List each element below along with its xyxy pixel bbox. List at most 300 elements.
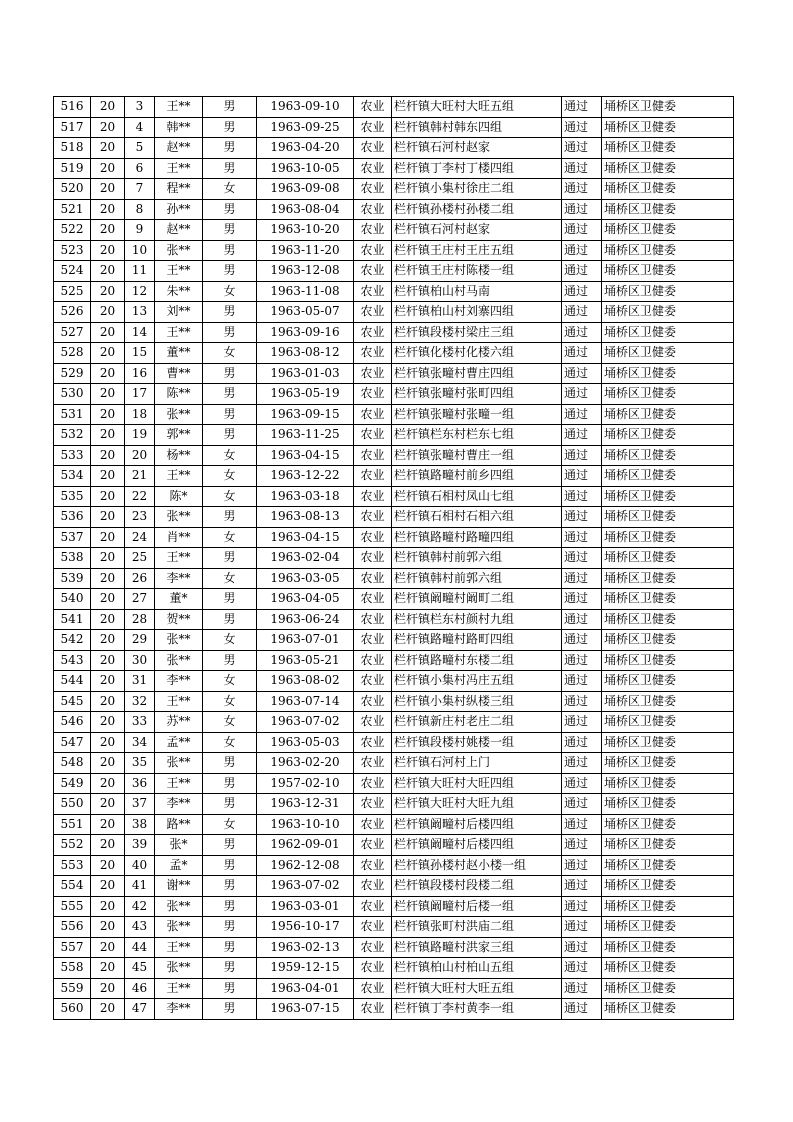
agency-cell: 埇桥区卫健委 xyxy=(602,179,734,200)
address-cell: 栏杆镇张町村洪庙二组 xyxy=(392,917,562,938)
agency-cell: 埇桥区卫健委 xyxy=(602,363,734,384)
gender-cell: 男 xyxy=(203,261,257,282)
occupation-cell: 农业 xyxy=(354,158,392,179)
birth-date-cell: 1963-09-15 xyxy=(257,404,354,425)
name-cell: 王** xyxy=(155,158,203,179)
seq-number-cell: 45 xyxy=(125,958,155,979)
seq-number-cell: 32 xyxy=(125,691,155,712)
table-row xyxy=(54,999,734,1020)
table-row xyxy=(54,117,734,138)
address-cell: 栏杆镇大旺村大旺九组 xyxy=(392,794,562,815)
address-cell: 栏杆镇柏山村马南 xyxy=(392,281,562,302)
review-status-cell: 通过 xyxy=(562,589,602,610)
batch-number-cell: 20 xyxy=(91,240,125,261)
table-row xyxy=(54,302,734,323)
agency-cell: 埇桥区卫健委 xyxy=(602,896,734,917)
seq-number-cell: 28 xyxy=(125,609,155,630)
name-cell: 贺** xyxy=(155,609,203,630)
agency-cell: 埇桥区卫健委 xyxy=(602,117,734,138)
birth-date-cell: 1963-07-01 xyxy=(257,630,354,651)
name-cell: 路** xyxy=(155,814,203,835)
agency-cell: 埇桥区卫健委 xyxy=(602,322,734,343)
agency-cell: 埇桥区卫健委 xyxy=(602,527,734,548)
review-status-cell: 通过 xyxy=(562,691,602,712)
address-cell: 栏杆镇大旺村大旺五组 xyxy=(392,978,562,999)
address-cell: 栏杆镇阚疃村后楼四组 xyxy=(392,814,562,835)
table-row xyxy=(54,896,734,917)
gender-cell: 男 xyxy=(203,507,257,528)
name-cell: 李** xyxy=(155,794,203,815)
seq-number-cell: 13 xyxy=(125,302,155,323)
birth-date-cell: 1963-08-13 xyxy=(257,507,354,528)
row-number-cell: 556 xyxy=(54,917,91,938)
address-cell: 栏杆镇孙楼村赵小楼一组 xyxy=(392,855,562,876)
occupation-cell: 农业 xyxy=(354,466,392,487)
birth-date-cell: 1963-07-14 xyxy=(257,691,354,712)
table-row xyxy=(54,281,734,302)
birth-date-cell: 1963-10-05 xyxy=(257,158,354,179)
occupation-cell: 农业 xyxy=(354,958,392,979)
table-row xyxy=(54,527,734,548)
gender-cell: 男 xyxy=(203,855,257,876)
gender-cell: 男 xyxy=(203,97,257,118)
row-number-cell: 559 xyxy=(54,978,91,999)
birth-date-cell: 1963-09-25 xyxy=(257,117,354,138)
name-cell: 孟* xyxy=(155,855,203,876)
address-cell: 栏杆镇丁李村黄李一组 xyxy=(392,999,562,1020)
batch-number-cell: 20 xyxy=(91,691,125,712)
occupation-cell: 农业 xyxy=(354,261,392,282)
agency-cell: 埇桥区卫健委 xyxy=(602,855,734,876)
occupation-cell: 农业 xyxy=(354,199,392,220)
occupation-cell: 农业 xyxy=(354,917,392,938)
birth-date-cell: 1963-09-08 xyxy=(257,179,354,200)
row-number-cell: 541 xyxy=(54,609,91,630)
agency-cell: 埇桥区卫健委 xyxy=(602,609,734,630)
birth-date-cell: 1963-06-24 xyxy=(257,609,354,630)
seq-number-cell: 23 xyxy=(125,507,155,528)
address-cell: 栏杆镇张疃村张疃一组 xyxy=(392,404,562,425)
row-number-cell: 533 xyxy=(54,445,91,466)
review-status-cell: 通过 xyxy=(562,999,602,1020)
address-cell: 栏杆镇新庄村老庄二组 xyxy=(392,712,562,733)
gender-cell: 男 xyxy=(203,835,257,856)
occupation-cell: 农业 xyxy=(354,568,392,589)
review-status-cell: 通过 xyxy=(562,917,602,938)
batch-number-cell: 20 xyxy=(91,507,125,528)
address-cell: 栏杆镇大旺村大旺五组 xyxy=(392,97,562,118)
table-row xyxy=(54,568,734,589)
review-status-cell: 通过 xyxy=(562,363,602,384)
agency-cell: 埇桥区卫健委 xyxy=(602,650,734,671)
review-status-cell: 通过 xyxy=(562,527,602,548)
address-cell: 栏杆镇张疃村曹庄一组 xyxy=(392,445,562,466)
review-status-cell: 通过 xyxy=(562,158,602,179)
review-status-cell: 通过 xyxy=(562,507,602,528)
birth-date-cell: 1962-12-08 xyxy=(257,855,354,876)
occupation-cell: 农业 xyxy=(354,302,392,323)
seq-number-cell: 38 xyxy=(125,814,155,835)
batch-number-cell: 20 xyxy=(91,343,125,364)
address-cell: 栏杆镇韩村韩东四组 xyxy=(392,117,562,138)
address-cell: 栏杆镇丁李村丁楼四组 xyxy=(392,158,562,179)
table-row xyxy=(54,589,734,610)
occupation-cell: 农业 xyxy=(354,773,392,794)
address-cell: 栏杆镇王庄村王庄五组 xyxy=(392,240,562,261)
seq-number-cell: 44 xyxy=(125,937,155,958)
birth-date-cell: 1963-10-10 xyxy=(257,814,354,835)
table-row xyxy=(54,753,734,774)
agency-cell: 埇桥区卫健委 xyxy=(602,630,734,651)
seq-number-cell: 21 xyxy=(125,466,155,487)
address-cell: 栏杆镇小集村纵楼三组 xyxy=(392,691,562,712)
address-cell: 栏杆镇石河村上门 xyxy=(392,753,562,774)
row-number-cell: 517 xyxy=(54,117,91,138)
table-row xyxy=(54,322,734,343)
batch-number-cell: 20 xyxy=(91,671,125,692)
birth-date-cell: 1956-10-17 xyxy=(257,917,354,938)
gender-cell: 女 xyxy=(203,712,257,733)
review-status-cell: 通过 xyxy=(562,568,602,589)
review-status-cell: 通过 xyxy=(562,343,602,364)
address-cell: 栏杆镇石河村赵家 xyxy=(392,138,562,159)
row-number-cell: 547 xyxy=(54,732,91,753)
name-cell: 王** xyxy=(155,97,203,118)
batch-number-cell: 20 xyxy=(91,917,125,938)
seq-number-cell: 5 xyxy=(125,138,155,159)
gender-cell: 男 xyxy=(203,384,257,405)
name-cell: 王** xyxy=(155,548,203,569)
agency-cell: 埇桥区卫健委 xyxy=(602,568,734,589)
seq-number-cell: 7 xyxy=(125,179,155,200)
review-status-cell: 通过 xyxy=(562,240,602,261)
birth-date-cell: 1963-08-04 xyxy=(257,199,354,220)
birth-date-cell: 1963-02-04 xyxy=(257,548,354,569)
birth-date-cell: 1963-07-02 xyxy=(257,712,354,733)
review-status-cell: 通过 xyxy=(562,896,602,917)
batch-number-cell: 20 xyxy=(91,281,125,302)
agency-cell: 埇桥区卫健委 xyxy=(602,97,734,118)
row-number-cell: 525 xyxy=(54,281,91,302)
review-status-cell: 通过 xyxy=(562,548,602,569)
batch-number-cell: 20 xyxy=(91,712,125,733)
birth-date-cell: 1963-11-08 xyxy=(257,281,354,302)
gender-cell: 女 xyxy=(203,281,257,302)
row-number-cell: 530 xyxy=(54,384,91,405)
agency-cell: 埇桥区卫健委 xyxy=(602,486,734,507)
birth-date-cell: 1962-09-01 xyxy=(257,835,354,856)
gender-cell: 男 xyxy=(203,548,257,569)
occupation-cell: 农业 xyxy=(354,322,392,343)
batch-number-cell: 20 xyxy=(91,322,125,343)
table-row xyxy=(54,671,734,692)
agency-cell: 埇桥区卫健委 xyxy=(602,199,734,220)
batch-number-cell: 20 xyxy=(91,568,125,589)
table-row xyxy=(54,855,734,876)
name-cell: 陈** xyxy=(155,384,203,405)
review-status-cell: 通过 xyxy=(562,876,602,897)
review-status-cell: 通过 xyxy=(562,855,602,876)
seq-number-cell: 19 xyxy=(125,425,155,446)
agency-cell: 埇桥区卫健委 xyxy=(602,384,734,405)
address-cell: 栏杆镇柏山村柏山五组 xyxy=(392,958,562,979)
seq-number-cell: 12 xyxy=(125,281,155,302)
table-row xyxy=(54,179,734,200)
batch-number-cell: 20 xyxy=(91,609,125,630)
review-status-cell: 通过 xyxy=(562,630,602,651)
name-cell: 谢** xyxy=(155,876,203,897)
birth-date-cell: 1963-04-15 xyxy=(257,527,354,548)
seq-number-cell: 30 xyxy=(125,650,155,671)
address-cell: 栏杆镇孙楼村孙楼二组 xyxy=(392,199,562,220)
row-number-cell: 560 xyxy=(54,999,91,1020)
row-number-cell: 519 xyxy=(54,158,91,179)
row-number-cell: 557 xyxy=(54,937,91,958)
review-status-cell: 通过 xyxy=(562,199,602,220)
occupation-cell: 农业 xyxy=(354,220,392,241)
review-status-cell: 通过 xyxy=(562,138,602,159)
occupation-cell: 农业 xyxy=(354,814,392,835)
occupation-cell: 农业 xyxy=(354,691,392,712)
occupation-cell: 农业 xyxy=(354,855,392,876)
review-status-cell: 通过 xyxy=(562,835,602,856)
row-number-cell: 545 xyxy=(54,691,91,712)
row-number-cell: 536 xyxy=(54,507,91,528)
review-status-cell: 通过 xyxy=(562,302,602,323)
address-cell: 栏杆镇石相村石相六组 xyxy=(392,507,562,528)
gender-cell: 男 xyxy=(203,404,257,425)
name-cell: 张** xyxy=(155,958,203,979)
table-row xyxy=(54,158,734,179)
row-number-cell: 552 xyxy=(54,835,91,856)
birth-date-cell: 1963-07-02 xyxy=(257,876,354,897)
agency-cell: 埇桥区卫健委 xyxy=(602,814,734,835)
seq-number-cell: 20 xyxy=(125,445,155,466)
name-cell: 张** xyxy=(155,896,203,917)
address-cell: 栏杆镇王庄村陈楼一组 xyxy=(392,261,562,282)
seq-number-cell: 36 xyxy=(125,773,155,794)
occupation-cell: 农业 xyxy=(354,445,392,466)
agency-cell: 埇桥区卫健委 xyxy=(602,712,734,733)
batch-number-cell: 20 xyxy=(91,548,125,569)
gender-cell: 男 xyxy=(203,999,257,1020)
agency-cell: 埇桥区卫健委 xyxy=(602,425,734,446)
gender-cell: 男 xyxy=(203,978,257,999)
review-status-cell: 通过 xyxy=(562,117,602,138)
batch-number-cell: 20 xyxy=(91,855,125,876)
name-cell: 孟** xyxy=(155,732,203,753)
batch-number-cell: 20 xyxy=(91,261,125,282)
batch-number-cell: 20 xyxy=(91,138,125,159)
review-status-cell: 通过 xyxy=(562,384,602,405)
table-row xyxy=(54,712,734,733)
row-number-cell: 546 xyxy=(54,712,91,733)
batch-number-cell: 20 xyxy=(91,630,125,651)
table-row xyxy=(54,978,734,999)
occupation-cell: 农业 xyxy=(354,117,392,138)
row-number-cell: 554 xyxy=(54,876,91,897)
row-number-cell: 516 xyxy=(54,97,91,118)
row-number-cell: 555 xyxy=(54,896,91,917)
review-status-cell: 通过 xyxy=(562,753,602,774)
gender-cell: 女 xyxy=(203,486,257,507)
row-number-cell: 543 xyxy=(54,650,91,671)
row-number-cell: 531 xyxy=(54,404,91,425)
occupation-cell: 农业 xyxy=(354,548,392,569)
batch-number-cell: 20 xyxy=(91,937,125,958)
gender-cell: 男 xyxy=(203,589,257,610)
gender-cell: 男 xyxy=(203,199,257,220)
address-cell: 栏杆镇石河村赵家 xyxy=(392,220,562,241)
gender-cell: 男 xyxy=(203,425,257,446)
gender-cell: 女 xyxy=(203,671,257,692)
batch-number-cell: 20 xyxy=(91,117,125,138)
table-row xyxy=(54,343,734,364)
seq-number-cell: 9 xyxy=(125,220,155,241)
address-cell: 栏杆镇路疃村前乡四组 xyxy=(392,466,562,487)
seq-number-cell: 37 xyxy=(125,794,155,815)
row-number-cell: 522 xyxy=(54,220,91,241)
agency-cell: 埇桥区卫健委 xyxy=(602,302,734,323)
occupation-cell: 农业 xyxy=(354,507,392,528)
name-cell: 王** xyxy=(155,773,203,794)
name-cell: 王** xyxy=(155,691,203,712)
gender-cell: 男 xyxy=(203,650,257,671)
birth-date-cell: 1963-03-18 xyxy=(257,486,354,507)
name-cell: 董* xyxy=(155,589,203,610)
name-cell: 陈* xyxy=(155,486,203,507)
name-cell: 刘** xyxy=(155,302,203,323)
occupation-cell: 农业 xyxy=(354,589,392,610)
review-status-cell: 通过 xyxy=(562,322,602,343)
batch-number-cell: 20 xyxy=(91,97,125,118)
agency-cell: 埇桥区卫健委 xyxy=(602,691,734,712)
address-cell: 栏杆镇栏东村颜村九组 xyxy=(392,609,562,630)
review-status-cell: 通过 xyxy=(562,281,602,302)
row-number-cell: 526 xyxy=(54,302,91,323)
seq-number-cell: 34 xyxy=(125,732,155,753)
review-status-cell: 通过 xyxy=(562,220,602,241)
occupation-cell: 农业 xyxy=(354,630,392,651)
batch-number-cell: 20 xyxy=(91,466,125,487)
address-cell: 栏杆镇韩村前郭六组 xyxy=(392,568,562,589)
batch-number-cell: 20 xyxy=(91,896,125,917)
occupation-cell: 农业 xyxy=(354,179,392,200)
seq-number-cell: 42 xyxy=(125,896,155,917)
gender-cell: 男 xyxy=(203,794,257,815)
address-cell: 栏杆镇路疃村洪家三组 xyxy=(392,937,562,958)
name-cell: 苏** xyxy=(155,712,203,733)
review-status-cell: 通过 xyxy=(562,814,602,835)
occupation-cell: 农业 xyxy=(354,876,392,897)
review-status-cell: 通过 xyxy=(562,650,602,671)
seq-number-cell: 47 xyxy=(125,999,155,1020)
seq-number-cell: 41 xyxy=(125,876,155,897)
occupation-cell: 农业 xyxy=(354,999,392,1020)
address-cell: 栏杆镇大旺村大旺四组 xyxy=(392,773,562,794)
table-row xyxy=(54,261,734,282)
review-status-cell: 通过 xyxy=(562,445,602,466)
occupation-cell: 农业 xyxy=(354,363,392,384)
batch-number-cell: 20 xyxy=(91,794,125,815)
birth-date-cell: 1963-01-03 xyxy=(257,363,354,384)
agency-cell: 埇桥区卫健委 xyxy=(602,589,734,610)
occupation-cell: 农业 xyxy=(354,404,392,425)
agency-cell: 埇桥区卫健委 xyxy=(602,835,734,856)
birth-date-cell: 1963-05-03 xyxy=(257,732,354,753)
table-row xyxy=(54,199,734,220)
birth-date-cell: 1963-04-05 xyxy=(257,589,354,610)
occupation-cell: 农业 xyxy=(354,240,392,261)
seq-number-cell: 15 xyxy=(125,343,155,364)
address-cell: 栏杆镇张疃村曹庄四组 xyxy=(392,363,562,384)
address-cell: 栏杆镇阚疃村阚町二组 xyxy=(392,589,562,610)
batch-number-cell: 20 xyxy=(91,650,125,671)
occupation-cell: 农业 xyxy=(354,732,392,753)
gender-cell: 女 xyxy=(203,732,257,753)
address-cell: 栏杆镇化楼村化楼六组 xyxy=(392,343,562,364)
seq-number-cell: 39 xyxy=(125,835,155,856)
birth-date-cell: 1963-11-25 xyxy=(257,425,354,446)
batch-number-cell: 20 xyxy=(91,404,125,425)
seq-number-cell: 43 xyxy=(125,917,155,938)
row-number-cell: 551 xyxy=(54,814,91,835)
review-status-cell: 通过 xyxy=(562,486,602,507)
review-status-cell: 通过 xyxy=(562,732,602,753)
gender-cell: 男 xyxy=(203,220,257,241)
gender-cell: 男 xyxy=(203,322,257,343)
name-cell: 王** xyxy=(155,261,203,282)
agency-cell: 埇桥区卫健委 xyxy=(602,343,734,364)
table-row xyxy=(54,794,734,815)
gender-cell: 男 xyxy=(203,876,257,897)
batch-number-cell: 20 xyxy=(91,958,125,979)
birth-date-cell: 1963-05-19 xyxy=(257,384,354,405)
name-cell: 张** xyxy=(155,240,203,261)
address-cell: 栏杆镇路疃村路町四组 xyxy=(392,630,562,651)
birth-date-cell: 1963-04-20 xyxy=(257,138,354,159)
occupation-cell: 农业 xyxy=(354,671,392,692)
seq-number-cell: 16 xyxy=(125,363,155,384)
review-status-cell: 通过 xyxy=(562,425,602,446)
seq-number-cell: 18 xyxy=(125,404,155,425)
name-cell: 王** xyxy=(155,937,203,958)
agency-cell: 埇桥区卫健委 xyxy=(602,404,734,425)
gender-cell: 男 xyxy=(203,158,257,179)
table-row xyxy=(54,384,734,405)
table-row xyxy=(54,814,734,835)
name-cell: 张** xyxy=(155,917,203,938)
name-cell: 赵** xyxy=(155,220,203,241)
review-status-cell: 通过 xyxy=(562,794,602,815)
name-cell: 杨** xyxy=(155,445,203,466)
name-cell: 朱** xyxy=(155,281,203,302)
agency-cell: 埇桥区卫健委 xyxy=(602,773,734,794)
table-row xyxy=(54,138,734,159)
agency-cell: 埇桥区卫健委 xyxy=(602,937,734,958)
review-status-cell: 通过 xyxy=(562,978,602,999)
birth-date-cell: 1963-04-01 xyxy=(257,978,354,999)
gender-cell: 女 xyxy=(203,568,257,589)
row-number-cell: 540 xyxy=(54,589,91,610)
table-row xyxy=(54,917,734,938)
agency-cell: 埇桥区卫健委 xyxy=(602,671,734,692)
name-cell: 张** xyxy=(155,404,203,425)
table-row xyxy=(54,548,734,569)
agency-cell: 埇桥区卫健委 xyxy=(602,445,734,466)
row-number-cell: 521 xyxy=(54,199,91,220)
gender-cell: 男 xyxy=(203,896,257,917)
